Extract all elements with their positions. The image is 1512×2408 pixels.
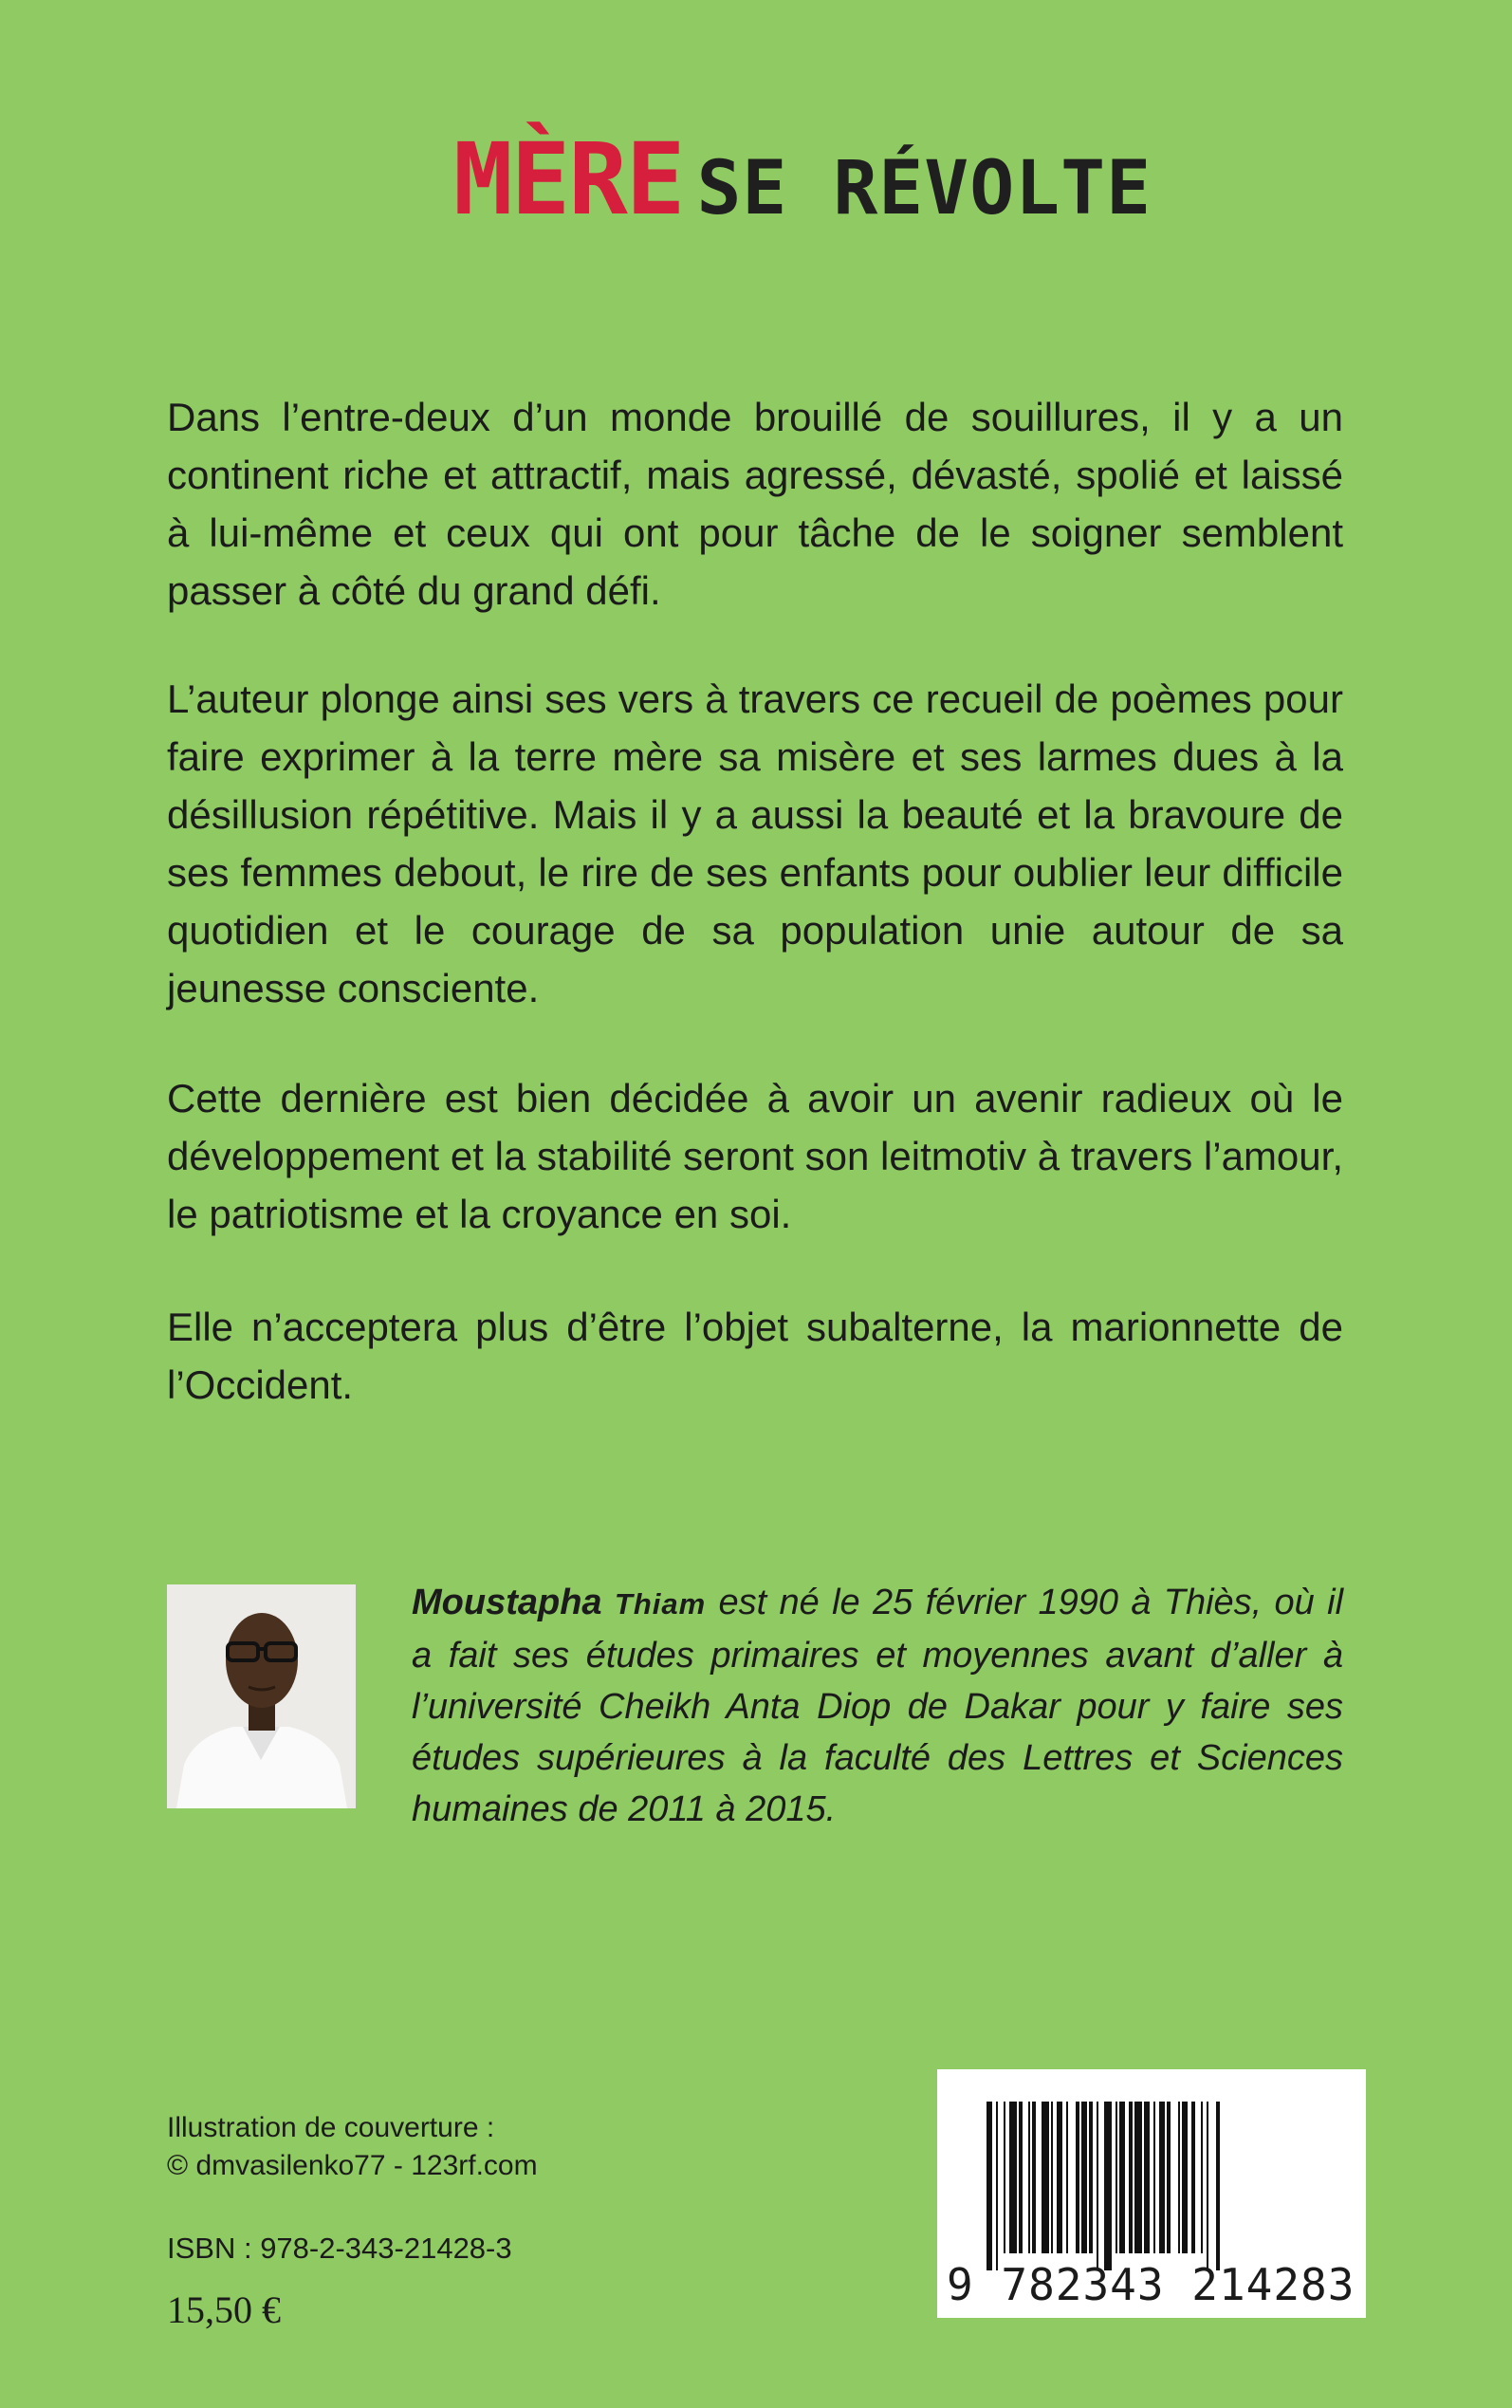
title-mere: MÈRE [453, 121, 684, 237]
barcode-bar [1104, 2102, 1112, 2270]
price: 15,50 € [167, 2288, 281, 2331]
barcode-bar [1089, 2102, 1093, 2253]
barcode-digits: 9 782343 214283 [947, 2259, 1355, 2310]
author-first-name: Moustapha [412, 1583, 602, 1622]
barcode-bar [1153, 2102, 1155, 2253]
author-portrait-illustration [167, 1584, 356, 1808]
barcode-bar [1134, 2102, 1142, 2253]
credit-label: Illustration de couverture : [167, 2112, 495, 2143]
barcode-bar [1116, 2102, 1117, 2253]
barcode-bar [1207, 2102, 1208, 2270]
barcode-bar [1216, 2102, 1220, 2270]
blurb-paragraph-1: Dans l’entre-deux d’un monde brouillé de souillures, il y a un continent riche et attractif, mais agressé, dévasté, spolié et laissé à lui-même et ceux qui ont pour tâche de le soigner semblent passer à côté du grand défi. [167, 395, 1343, 613]
barcode-bar [1066, 2102, 1068, 2253]
barcode-bar [1119, 2102, 1125, 2253]
barcode-bar [1051, 2102, 1053, 2253]
author-bio-text: est né le 25 février 1990 à Thiès, où il a fait ses études primaires et moyennes avant d’aller à l’université Cheikh Anta Diop de Dakar pour y faire ses études supérieures à la faculté des Lettres et Sciences humaines de 2011 à 2015. [412, 1583, 1344, 1829]
barcode-bar [1129, 2102, 1133, 2253]
barcode-bar [1201, 2102, 1203, 2253]
barcode-bar [1159, 2102, 1165, 2253]
blurb-paragraph-4: Elle n’acceptera plus d’être l’objet subalterne, la marionnette de l’Occident. [167, 1305, 1343, 1407]
barcode-bar [1009, 2102, 1017, 2253]
barcode-bar [996, 2102, 998, 2270]
barcode-bar [1178, 2102, 1180, 2253]
barcode-bar [1004, 2102, 1005, 2253]
author-last-name: Thiam [614, 1587, 707, 1621]
barcode-bar [1042, 2102, 1049, 2253]
barcode-bar [1057, 2102, 1062, 2253]
barcode-bar [1144, 2102, 1150, 2253]
barcode-bar [1019, 2102, 1023, 2253]
isbn: ISBN : 978-2-343-21428-3 [167, 2232, 512, 2265]
blurb-paragraph-2: L’auteur plonge ainsi ses vers à travers ce recueil de poèmes pour faire exprimer à la terre mère sa misère et ses larmes dues à la désillusion répétitive. Mais il y a aussi la beauté et la bravoure de ses femmes debout, le rire de ses enfants pour oublier leur difficile quotidien et le courage de sa population unie autour de sa jeunesse consciente. [167, 676, 1343, 1010]
author-bio [412, 1577, 1343, 1835]
barcode-bar [1167, 2102, 1171, 2253]
barcode-bar [1191, 2102, 1195, 2253]
illustration-credit [167, 2109, 538, 2185]
title-se-revolte: SE RÉVOLTE [696, 146, 1152, 232]
credit-source: © dmvasilenko77 - 123rf.com [167, 2150, 538, 2181]
barcode-bar [1032, 2102, 1036, 2253]
barcode-bar [1081, 2102, 1087, 2253]
blurb-paragraph-3: Cette dernière est bien décidée à avoir un avenir radieux où le développement et la stabilité seront son leitmotiv à travers l’amour, le patriotisme et la croyance en soi. [167, 1076, 1343, 1236]
barcode [937, 2069, 1366, 2318]
author-photo [167, 1584, 356, 1808]
barcode-bar [986, 2102, 992, 2270]
barcode-bar [1182, 2102, 1188, 2253]
book-title [453, 121, 1152, 237]
barcode-bar [1097, 2102, 1098, 2270]
barcode-bar [1076, 2102, 1079, 2253]
barcode-bar [1028, 2102, 1030, 2253]
